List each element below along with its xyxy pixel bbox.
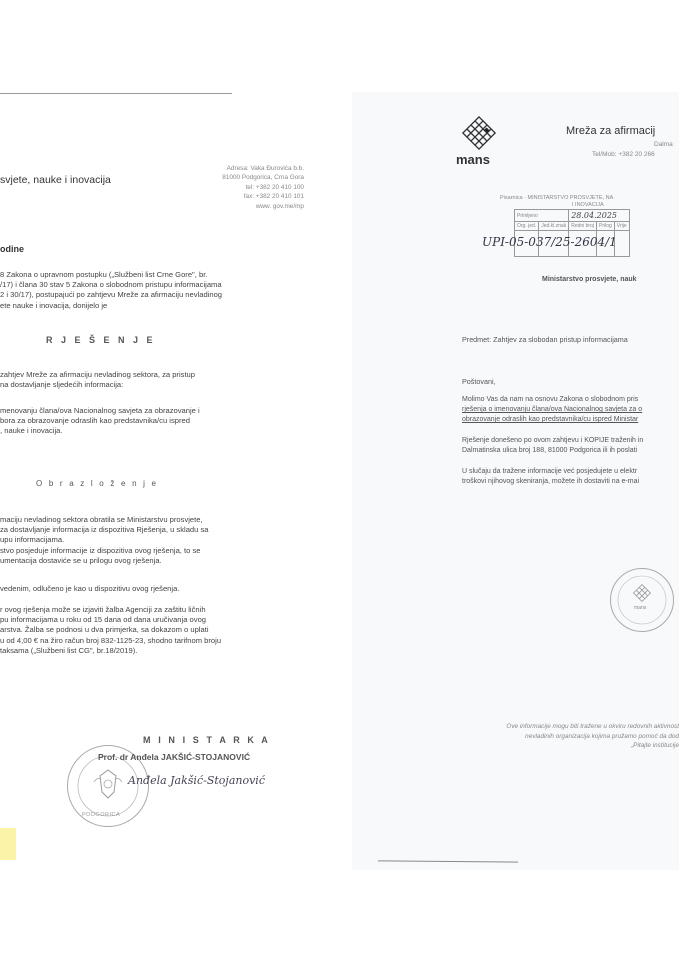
org-phone: Tel/Mob: +382 20 266 [592, 151, 655, 158]
subject-line: Predmet: Zahtjev za slobodan pristup informacijama [462, 335, 628, 344]
mans-organization-stamp [610, 568, 674, 632]
registry-stamp-table [514, 209, 630, 257]
reasoning-heading: O b r a z l o ž e n j e [36, 479, 159, 488]
right-document-page [352, 92, 679, 870]
text-line: troškovi njihovog skeniranja, možete ih dostaviti na e-mai [462, 478, 640, 485]
text-line: Dalmatinska ulica broj 188, 81000 Podgorica ili ih poslati [462, 447, 638, 454]
text-line: „Pitajte institucije [631, 742, 679, 749]
recipient: Ministarstvo prosvjete, nauk [542, 276, 637, 283]
text-line: 8 Zakona o upravnom postupku („Službeni list Crne Gore", br. [0, 270, 208, 279]
registry-handwritten-number: UPI-05-037/25-2604/1 [482, 235, 617, 249]
text-line: za dostavljanje informacija iz dispozitiva Rješenja, u skladu sa [0, 525, 209, 535]
text-line: u od 4,00 € na žiro račun broj 832-1125-23, shodno tarifnom broju [0, 635, 222, 645]
address-tel: tel: +382 20 410 100 [245, 183, 304, 191]
column-header: Jed.kl.znak [539, 222, 569, 231]
text-line: menovanju člana/ova Nacionalnog savjeta za obrazovanje i [0, 406, 200, 415]
text-line: zahtjev Mreže za afirmaciju nevladinog sektora, za pristup [0, 370, 195, 379]
column-header: Prilog [597, 222, 615, 231]
column-header: Vrije [614, 222, 629, 231]
text-line: 2 i 30/17), postupajući po zahtjevu Mreže za afirmaciju nevladinog [0, 290, 223, 300]
mans-stamp-logo-icon [611, 569, 673, 631]
text-line: umentacija dostaviće se u prilogu ovog rješenja. [0, 555, 162, 565]
registry-stamp-header-2: I INOVACIJA [572, 202, 604, 208]
body-paragraph-1 [462, 395, 642, 425]
mans-grid-logo-icon [460, 114, 498, 152]
text-line: maciju nevladinog sektora obratila se Ministarstvu prosvjete, [0, 515, 203, 524]
org-name: Mreža za afirmacij [566, 125, 656, 137]
text-line: bora za obrazovanje odraslih kao predstavnika/cu ispred [0, 416, 190, 426]
text-line: rješenja o imenovanju člana/ova Nacionalnog savjeta za o [462, 406, 643, 413]
mans-logo [456, 114, 498, 167]
stamp-text: mans [634, 605, 647, 611]
intro-paragraph [0, 270, 296, 311]
handwritten-signature: Anđela Jakšić-Stojanović [128, 774, 265, 787]
logo-text: mans [456, 152, 490, 167]
text-line: Molimo Vas da nam na osnovu Zakona o slobodnom pris [462, 396, 639, 403]
decision-paragraph-1 [0, 370, 296, 390]
address-city: 81000 Podgorica, Crna Gora [222, 174, 304, 182]
reasoning-paragraph-2: vedenim, odlučeno je kao u dispozitivu ovog rješenja. [0, 584, 180, 593]
divider-line [0, 93, 232, 94]
text-line: stvo posjeduje informacije iz dispozitiva ovog rješenja, to se [0, 545, 201, 555]
text-line: pu informacijama u roku od 15 dana od dana uručivanja ovog [0, 615, 207, 625]
address-line: Adresa: Vaka Đurovića b.b. [226, 165, 304, 172]
document-date: odine [0, 244, 24, 254]
org-address: Dalma [654, 141, 673, 148]
footer-note [408, 722, 679, 751]
signatory-name: Prof. dr Anđela JAKŠIĆ-STOJANOVIĆ [98, 752, 251, 762]
decision-heading: R J E Š E N J E [46, 335, 156, 345]
text-line: obrazovanje odraslih kao predstavnika/cu ispred Ministar [462, 416, 639, 423]
sticky-note [0, 828, 16, 860]
decision-paragraph-2 [0, 406, 296, 437]
text-line: nevladinih organizacija kojima pružamo pomoć da dod [525, 732, 679, 740]
signature-title: M I N I S T A R K A [143, 735, 271, 745]
text-line: r ovog rješenja može se izjaviti žalba Agenciji za zaštitu ličnih [0, 605, 206, 614]
appeal-paragraph [0, 605, 296, 656]
text-line: , nauke i inovacija. [0, 426, 63, 436]
text-line: arstva. Žalba se podnosi u dva primjerka, sa dokazom o uplati [0, 625, 209, 635]
text-line: upu informacijama. [0, 535, 65, 545]
column-header: Org. jed. [515, 222, 539, 231]
text-line: na dostavljanje sljedećih informacija: [0, 380, 124, 390]
ministry-name: svjete, nauke i inovacija [0, 174, 111, 186]
reasoning-paragraph-1 [0, 515, 296, 566]
address-fax: fax: +382 20 410 101 [243, 193, 304, 201]
body-paragraph-3 [462, 467, 639, 487]
text-line: Rješenje donešeno po ovom zahtjevu i KOPIJE traženih in [462, 437, 644, 444]
text-line: /17) i člana 30 stav 5 Zakona o slobodnom pristupu informacijama [0, 280, 222, 290]
text-line: ete nauke i inovacija, donijelo je [0, 300, 108, 310]
registry-stamp-header: Pisarnica · MINISTARSTVO PROSVJETE, NA [500, 195, 614, 201]
body-paragraph-2 [462, 436, 643, 456]
salutation: Poštovani, [462, 377, 496, 386]
text-line: Ove informacije mogu biti tražene u okviru redovnih aktivnost [506, 723, 679, 730]
text-line: U slučaju da tražene informacije već posjedujete u elektr [462, 468, 638, 475]
seal-city: PODGORICA [82, 812, 121, 818]
text-line: taksama („Službeni list CG", br.18/2019). [0, 645, 138, 655]
address-web: www. gov.me/mp [255, 202, 304, 210]
received-label: Primljeno [515, 210, 569, 222]
received-date: 28.04.2025 [569, 210, 629, 222]
column-header: Redni broj [569, 222, 597, 231]
ministry-address [180, 164, 304, 211]
